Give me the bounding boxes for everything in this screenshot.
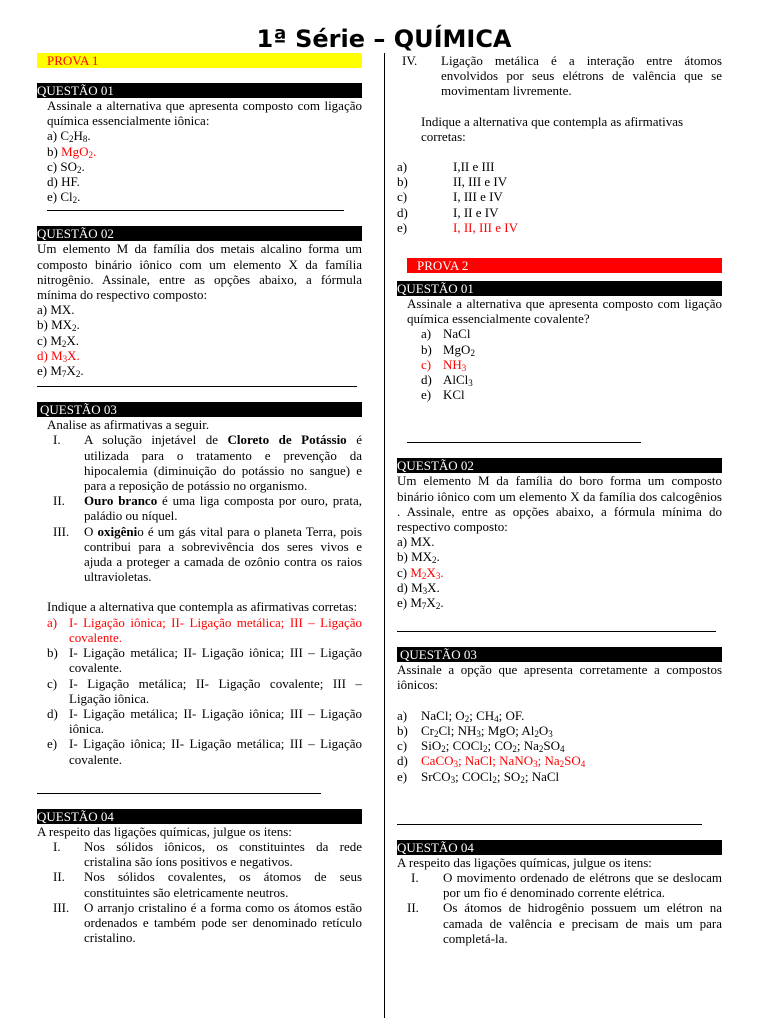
prova-1-banner: PROVA 1 [37,53,362,68]
option: c) I, III e IV [397,189,503,205]
option: e) SrCO$_3$; COCl$_2$; $SO_2$; NaCl [397,768,560,785]
question-stem: Assinale a opção que apresenta corretamente a compostos iônicos: [397,662,722,693]
statement-item: I. O movimento ordenado de elétrons que se deslocam por um fio é denominado corrente elétrica. [411,869,722,901]
option: d) I, II e IV [397,204,499,220]
question-header: QUESTÃO 04 [397,840,722,855]
option: b) $Cr_2Cl$; $NH_3$; MgO; $Al_2O_3$ [397,722,553,739]
option: b) I- Ligação metálica; II- Ligação iônica; III – Ligação covalente. [47,645,362,676]
option: a) NaCl; $O_2$; $CH_4$; OF. [397,707,525,724]
option-correct: a) I- Ligação iônica; II- Ligação metálica; III – Ligação covalente. [47,614,362,645]
question-header: QUESTÃO 01 [37,83,362,98]
statement-item: III. O arranjo cristalino é a forma como os átomos estão ordenados e também pode ser denominado retículo cristalino. [53,899,362,946]
statement-item: II. Nos sólidos covalentes, os átomos de seus constituintes são eletricamente neutros. [53,869,362,900]
statement-item: III. O oxigênio é um gás vital para o planeta Terra, pois contribui para a sobrevivência dos seres vivos e ajuda a proteger a camada de ozônio contra os raios ultravioletas. [53,523,362,585]
options-list [397,326,722,402]
options-list [397,708,722,784]
option: c) $M_2X$. [37,332,80,349]
right-column [397,53,722,946]
option: c) SiO$_2$; COCl$_2$; $CO_2$; $Na_2SO_4$ [397,738,565,755]
question-header: QUESTÃO 02 [397,458,722,473]
statements-list [37,432,362,584]
option: b) $MX_2$. [397,549,440,566]
option: e) I- Ligação iônica; II- Ligação metálica; III – Ligação covalente. [47,736,362,767]
question-prompt: Indique a alternativa que contempla as afirmativas corretas: [47,599,358,615]
question-stem: Assinale a alternativa que apresenta composto com ligação química essencialmente covalente? [407,296,722,327]
question-stem: A respeito das ligações químicas, julgue os itens: [397,854,652,870]
options-list [397,159,722,235]
option: d) I- Ligação metálica; II- Ligação iônica; III – Ligação iônica. [47,705,362,737]
option-correct: c) $M_2X_3$. [397,564,444,581]
statement-item: IV. Ligação metálica é a interação entre átomos envolvidos por seus elétrons de valência que se movimentam livremente. [402,53,722,99]
question-header: QUESTÃO 03 [37,402,362,417]
option: e) $M_7X_2$. [397,595,444,612]
option: e) $Cl_2$. [47,189,81,206]
option-correct: b) MgO$_2$. [47,143,97,160]
options-list [37,302,362,378]
question-stem: Assinale a alternativa que apresenta composto com ligação química essencialmente iônica: [47,98,362,129]
option: d) HF. [47,174,80,190]
statements-list [397,870,722,946]
option: a) I,II e III [397,159,495,175]
options-list [37,615,362,767]
option: d) $M_3X$. [397,579,440,596]
prova-2-banner: PROVA 2 [407,258,722,273]
statement-item: I. A solução injetável de Cloreto de Potássio é utilizada para o tratamento e prevenção da hipocalemia (diminuição do potássio no sangue) e para a reposição de potássio no organismo. [53,432,362,494]
option: b) $MX_2$. [37,317,80,334]
options-list [397,534,722,610]
statement-item: II. Ouro branco é uma liga composta por ouro, prata, paládio ou níquel. [53,493,362,524]
question-stem: A respeito das ligações químicas, julgue os itens: [37,823,292,839]
statements-list [37,839,362,945]
option: d) AlCl$_3$ [421,372,473,389]
question-stem: Analise as afirmativas a seguir. [47,417,210,433]
option-correct: e) I, II, III e IV [397,219,518,235]
option: a) $C_2H_8$. [47,128,91,145]
option-correct: c) $NH_3$ [421,356,467,373]
option: c) I- Ligação metálica; II- Ligação covalente; III – Ligação iônica. [47,675,362,706]
question-header: QUESTÃO 04 [37,809,362,824]
statement-item: II. Os átomos de hidrogênio possuem um elétron na camada de valência e precisam de mais um para completá-la. [407,900,722,946]
option-correct: d) $M_3X$. [37,347,80,364]
column-divider [384,53,385,1018]
question-header: QUESTÃO 01 [397,281,722,296]
question-stem: Um elemento M da família do boro forma um composto binário iônico com um elemento X da família dos calcogênios . Assinale, entre as opções abaixo, a fórmula mínima do respectivo composto: [397,473,722,535]
option: e) $M_7X_2$. [37,363,84,380]
question-header: QUESTÃO 02 [37,226,362,241]
option: c) $SO_2$. [47,158,85,175]
option: e) KCl [421,387,465,403]
question-header: QUESTÃO 03 [397,647,722,662]
question-prompt: Indique a alternativa que contempla as afirmativas corretas: [421,113,684,144]
statement-item: I. Nos sólidos iônicos, os constituintes da rede cristalina são íons positivos e negativos. [53,838,362,870]
option: b) II, III e IV [397,174,508,190]
question-stem: Um elemento M da família dos metais alcalino forma um composto binário iônico com um elemento X da família nitrogênio. Assinale, entre as opções abaixo, a fórmula mínima do respectivo composto: [37,241,362,303]
option-correct: d) CaCO$_3$; NaCl; NaNO$_3$; $Na_2SO_4$ [397,753,586,770]
options-list [37,128,362,204]
left-column [37,53,362,945]
option: a) MX. [37,302,75,318]
page-title: 1ª Série – QUÍMICA [256,25,512,53]
option: a) NaCl [421,326,471,342]
option: b) MgO$_2$ [421,341,475,358]
option: a) MX. [397,534,435,550]
